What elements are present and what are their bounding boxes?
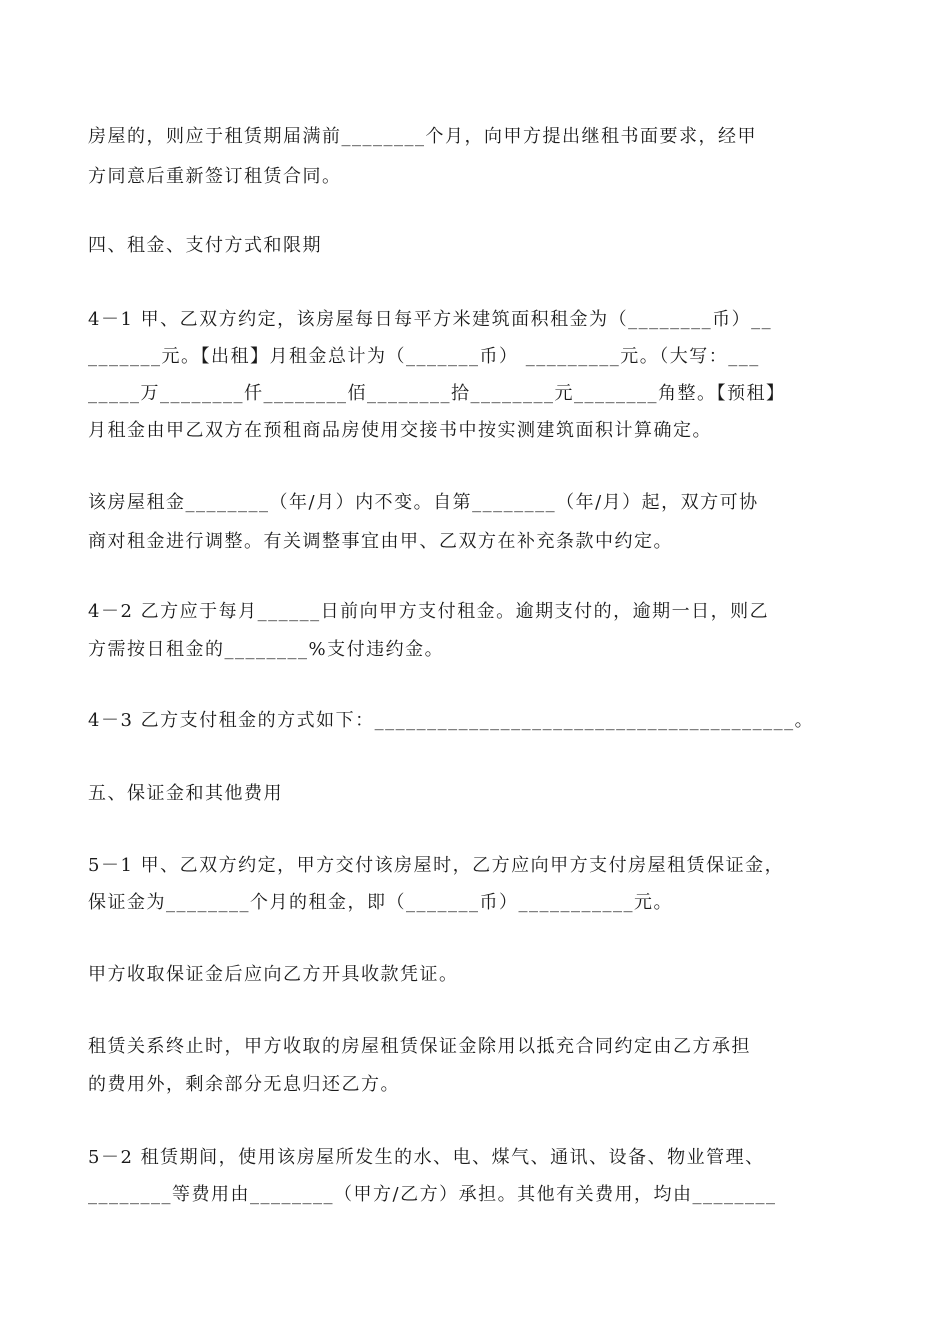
paragraph-line: 甲方收取保证金后应向乙方开具收款凭证。	[88, 964, 459, 985]
paragraph-line: ________等费用由________（甲方/乙方）承担。其他有关费用，均由________	[88, 1184, 777, 1205]
paragraph-line: _____万________仟________佰________拾________元________角整。【预租】	[88, 383, 786, 404]
paragraph-line: 4－2 乙方应于每月______日前向甲方支付租金。逾期支付的，逾期一日，则乙	[88, 601, 770, 622]
paragraph-line: _______元。【出租】月租金总计为（_______币） _________元。（大写：___	[88, 346, 760, 367]
paragraph-line: 房屋的，则应于租赁期届满前________个月，向甲方提出继租书面要求，经甲	[88, 126, 757, 147]
section-heading-deposit: 五、保证金和其他费用	[88, 783, 283, 804]
paragraph-line: 月租金由甲乙双方在预租商品房使用交接书中按实测建筑面积计算确定。	[88, 420, 712, 441]
paragraph-line: 方同意后重新签订租赁合同。	[88, 166, 342, 187]
paragraph-line: 4－3 乙方支付租金的方式如下：________________________________________。	[88, 710, 815, 731]
paragraph-line: 5－1 甲、乙双方约定，甲方交付该房屋时，乙方应向甲方支付房屋租赁保证金，	[88, 855, 785, 876]
paragraph-line: 商对租金进行调整。有关调整事宜由甲、乙双方在补充条款中约定。	[88, 531, 673, 552]
section-heading-rent: 四、租金、支付方式和限期	[88, 235, 322, 256]
paragraph-line: 租赁关系终止时，甲方收取的房屋租赁保证金除用以抵充合同约定由乙方承担	[88, 1036, 751, 1057]
paragraph-line: 保证金为________个月的租金，即（_______币）___________元。	[88, 892, 673, 913]
paragraph-line: 4－1 甲、乙双方约定，该房屋每日每平方米建筑面积租金为（________币）__	[88, 309, 773, 330]
paragraph-line: 5－2 租赁期间，使用该房屋所发生的水、电、煤气、通讯、设备、物业管理、	[88, 1147, 765, 1168]
paragraph-line: 的费用外，剩余部分无息归还乙方。	[88, 1074, 400, 1095]
paragraph-line: 该房屋租金________（年/月）内不变。自第________（年/月）起，双方可协	[88, 492, 759, 513]
paragraph-line: 方需按日租金的________%支付违约金。	[88, 639, 445, 660]
